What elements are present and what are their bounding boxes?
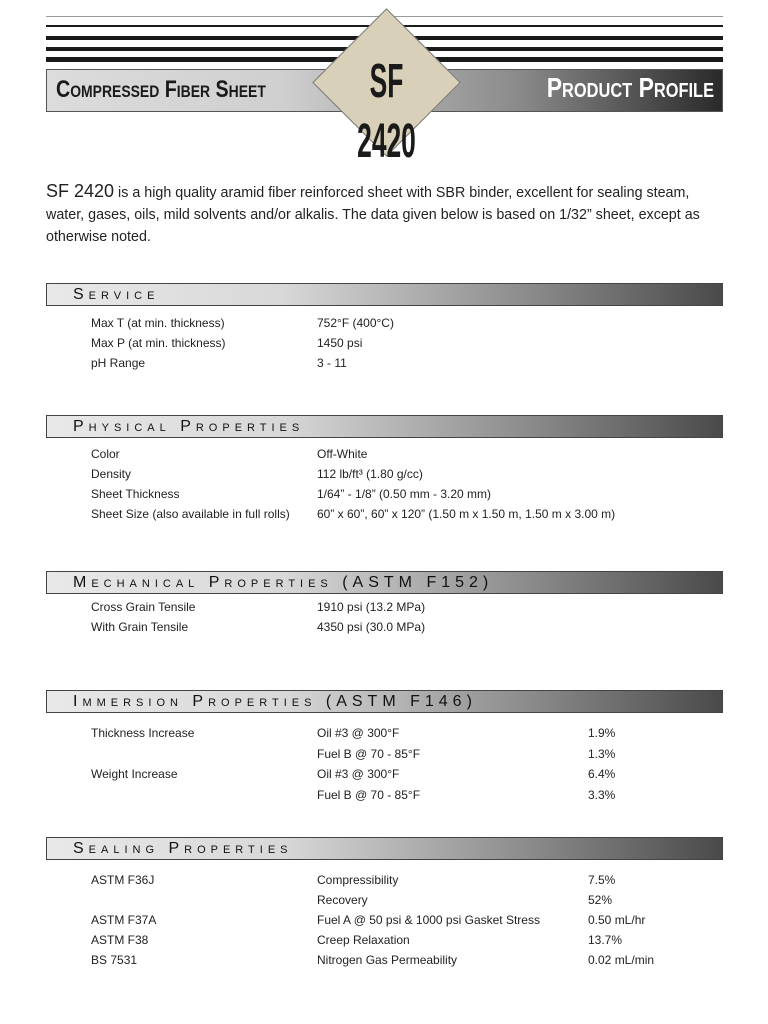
service-value: 3 - 11 [317,356,347,370]
sealing-condition: Compressibility [317,873,399,887]
header-right-title: Product Profile [546,72,714,103]
immersion-label: Weight Increase [91,767,178,781]
immersion-value: 1.3% [588,747,616,761]
section-title: Sealing Properties [73,840,293,857]
sealing-label: ASTM F37A [91,913,157,927]
physical-value: 60” x 60”, 60” x 120” (1.50 m x 1.50 m, 1.50 m x 3.00 m) [317,507,616,521]
mechanical-value: 4350 psi (30.0 MPa) [317,620,426,634]
physical-value: 1/64” - 1/8” (0.50 mm - 3.20 mm) [317,487,492,501]
sealing-condition: Nitrogen Gas Permeability [317,953,458,967]
immersion-value: 6.4% [588,767,616,781]
section-title: Physical Properties [73,418,305,435]
immersion-value: 3.3% [588,788,616,802]
service-label: pH Range [91,356,146,370]
mechanical-label: Cross Grain Tensile [91,600,196,614]
service-value: 1450 psi [317,336,363,350]
section-immersion-header [46,690,723,713]
sealing-label: ASTM F38 [91,933,149,947]
intro-lead: SF 2420 [46,181,115,201]
section-title: Mechanical Properties (ASTM F152) [73,574,494,591]
section-physical-header [46,415,723,438]
immersion-condition: Oil #3 @ 300°F [317,767,400,781]
immersion-value: 1.9% [588,726,616,740]
physical-label: Sheet Size (also available in full rolls) [91,507,290,521]
sealing-label: ASTM F36J [91,873,155,887]
sealing-condition: Creep Relaxation [317,933,410,947]
immersion-condition: Oil #3 @ 300°F [317,726,400,740]
physical-value: Off-White [317,447,368,461]
sealing-condition: Fuel A @ 50 psi & 1000 psi Gasket Stress [317,913,540,927]
section-sealing-header [46,837,723,860]
service-label: Max T (at min. thickness) [91,316,225,330]
physical-value: 112 lb/ft³ (1.80 g/cc) [317,467,423,481]
sealing-value: 13.7% [588,933,623,947]
physical-label: Density [91,467,132,481]
header-left-title: Compressed Fiber Sheet [56,76,266,103]
intro-paragraph [46,180,726,248]
section-title: Immersion Properties (ASTM F146) [73,693,477,710]
mechanical-label: With Grain Tensile [91,620,189,634]
mechanical-value: 1910 psi (13.2 MPa) [317,600,426,614]
physical-label: Sheet Thickness [91,487,180,501]
sealing-label: BS 7531 [91,953,138,967]
sealing-value: 0.02 mL/min [588,953,655,967]
service-value: 752°F (400°C) [317,316,394,330]
section-title: Service [73,286,160,303]
sealing-value: 0.50 mL/hr [588,913,646,927]
physical-label: Color [91,447,120,461]
intro-text: is a high quality aramid fiber reinforced sheet with SBR binder, excellent for sealing steam, water, gases, oils, mild solvents and/or alkalis. The data given below is based on 1/32” sheet, except as otherwise noted. [46,185,700,245]
sealing-value: 7.5% [588,873,616,887]
section-mechanical-header [46,571,723,594]
immersion-condition: Fuel B @ 70 - 85°F [317,747,421,761]
sealing-condition: Recovery [317,893,368,907]
section-service-header [46,283,723,306]
immersion-condition: Fuel B @ 70 - 85°F [317,788,421,802]
immersion-label: Thickness Increase [91,726,195,740]
sealing-value: 52% [588,893,613,907]
product-badge-text: SF 2420 [357,55,416,168]
service-label: Max P (at min. thickness) [91,336,226,350]
